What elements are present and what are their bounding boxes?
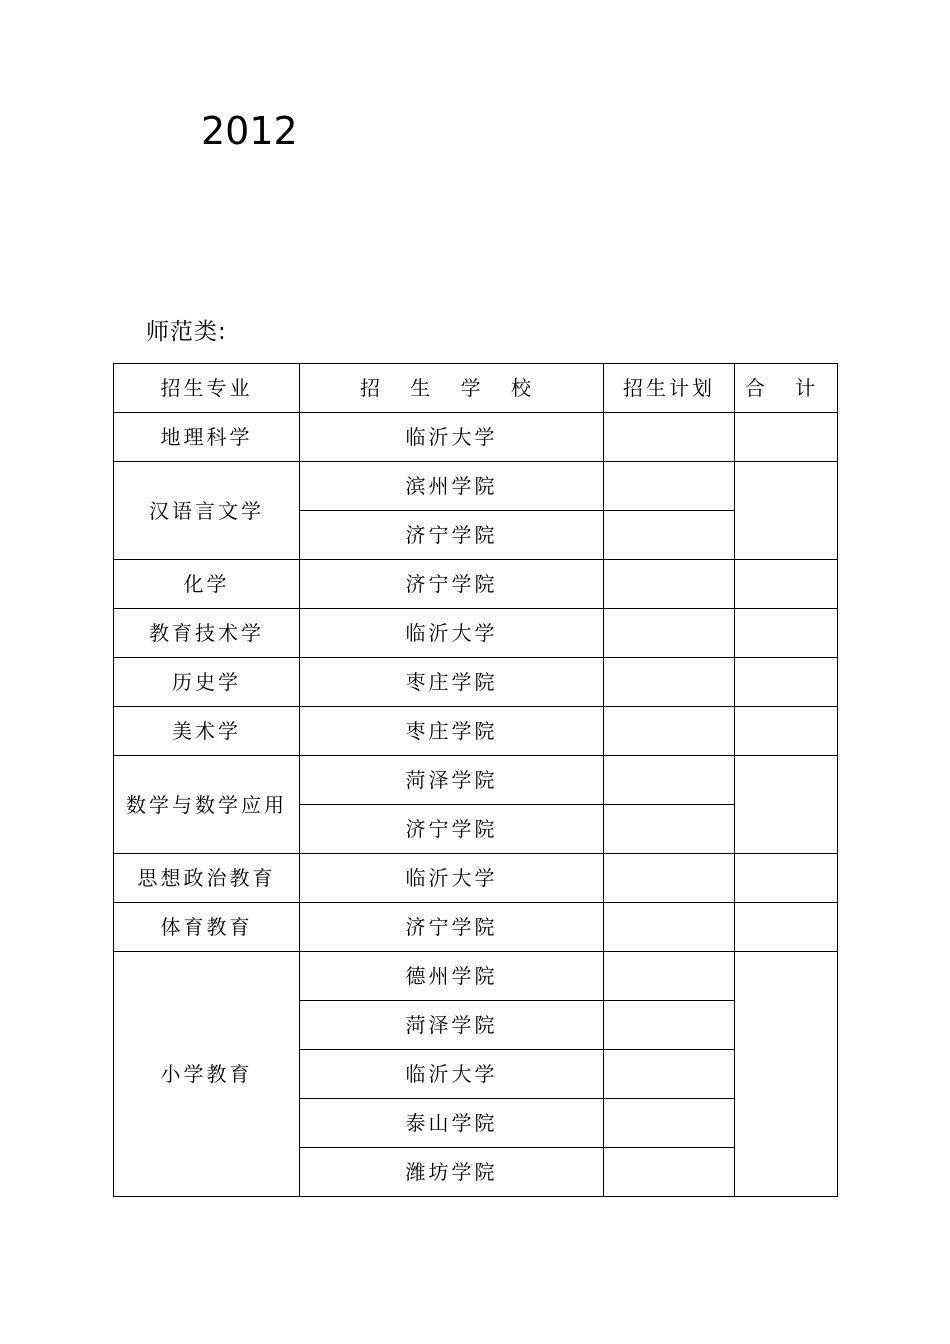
school-cell: 菏泽学院 bbox=[300, 756, 604, 805]
major-cell: 小学教育 bbox=[114, 952, 300, 1197]
table-row bbox=[114, 462, 838, 511]
plan-cell bbox=[604, 1050, 735, 1099]
school-cell: 泰山学院 bbox=[300, 1099, 604, 1148]
major-cell: 地理科学 bbox=[114, 413, 300, 462]
plan-cell bbox=[604, 952, 735, 1001]
total-cell bbox=[735, 413, 838, 462]
school-cell: 菏泽学院 bbox=[300, 1001, 604, 1050]
plan-cell bbox=[604, 1001, 735, 1050]
header-plan: 招生计划 bbox=[604, 364, 735, 413]
document-year: 2012 bbox=[201, 109, 298, 153]
table-row bbox=[114, 707, 838, 756]
table-row bbox=[114, 658, 838, 707]
table-row bbox=[114, 854, 838, 903]
major-cell: 汉语言文学 bbox=[114, 462, 300, 560]
plan-cell bbox=[604, 707, 735, 756]
table-header-row bbox=[114, 364, 838, 413]
major-cell: 历史学 bbox=[114, 658, 300, 707]
table-row bbox=[114, 560, 838, 609]
major-cell: 思想政治教育 bbox=[114, 854, 300, 903]
school-cell: 济宁学院 bbox=[300, 903, 604, 952]
major-cell: 体育教育 bbox=[114, 903, 300, 952]
school-cell: 济宁学院 bbox=[300, 511, 604, 560]
plan-cell bbox=[604, 413, 735, 462]
plan-cell bbox=[604, 756, 735, 805]
school-cell: 临沂大学 bbox=[300, 854, 604, 903]
school-cell: 枣庄学院 bbox=[300, 707, 604, 756]
section-label: 师范类: bbox=[146, 319, 227, 345]
plan-cell bbox=[604, 854, 735, 903]
plan-cell bbox=[604, 462, 735, 511]
total-cell bbox=[735, 560, 838, 609]
school-cell: 济宁学院 bbox=[300, 560, 604, 609]
total-cell bbox=[735, 462, 838, 560]
total-cell bbox=[735, 609, 838, 658]
table-row bbox=[114, 903, 838, 952]
table-row bbox=[114, 413, 838, 462]
major-cell: 化学 bbox=[114, 560, 300, 609]
school-cell: 临沂大学 bbox=[300, 413, 604, 462]
major-cell: 教育技术学 bbox=[114, 609, 300, 658]
header-major: 招生专业 bbox=[114, 364, 300, 413]
enrollment-plan-table bbox=[113, 363, 838, 1197]
major-cell: 美术学 bbox=[114, 707, 300, 756]
plan-cell bbox=[604, 805, 735, 854]
table-row bbox=[114, 609, 838, 658]
school-cell: 德州学院 bbox=[300, 952, 604, 1001]
major-cell: 数学与数学应用 bbox=[114, 756, 300, 854]
total-cell bbox=[735, 854, 838, 903]
plan-cell bbox=[604, 1099, 735, 1148]
plan-cell bbox=[604, 903, 735, 952]
school-cell: 济宁学院 bbox=[300, 805, 604, 854]
plan-cell bbox=[604, 658, 735, 707]
school-cell: 临沂大学 bbox=[300, 609, 604, 658]
school-cell: 潍坊学院 bbox=[300, 1148, 604, 1197]
school-cell: 枣庄学院 bbox=[300, 658, 604, 707]
header-school: 招 生 学 校 bbox=[300, 364, 604, 413]
table-body bbox=[114, 413, 838, 1197]
table-row bbox=[114, 952, 838, 1001]
school-cell: 滨州学院 bbox=[300, 462, 604, 511]
school-cell: 临沂大学 bbox=[300, 1050, 604, 1099]
total-cell bbox=[735, 707, 838, 756]
total-cell bbox=[735, 756, 838, 854]
plan-cell bbox=[604, 560, 735, 609]
total-cell bbox=[735, 952, 838, 1197]
total-cell bbox=[735, 658, 838, 707]
plan-cell bbox=[604, 609, 735, 658]
header-total: 合 计 bbox=[735, 364, 838, 413]
total-cell bbox=[735, 903, 838, 952]
plan-cell bbox=[604, 511, 735, 560]
table-row bbox=[114, 756, 838, 805]
plan-cell bbox=[604, 1148, 735, 1197]
